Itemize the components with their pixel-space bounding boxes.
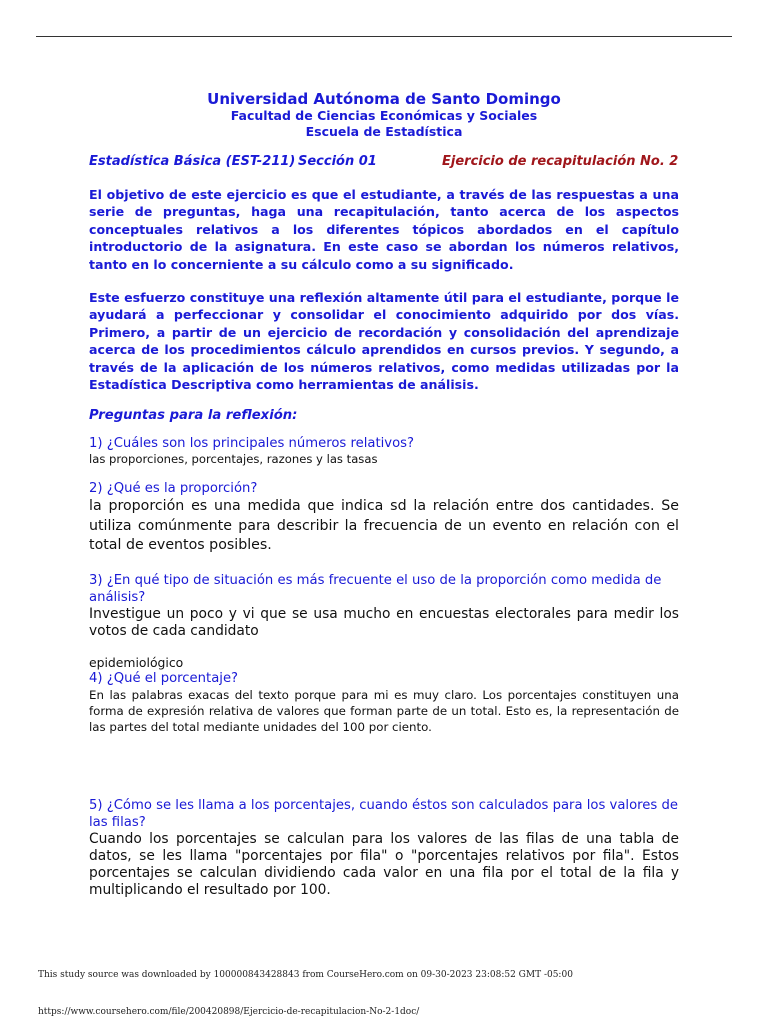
faculty-title: Facultad de Ciencias Económicas y Sociales (230, 108, 538, 123)
question-text: 5) ¿Cómo se les llama a los porcentajes, cuando éstos son calculados para los valores de las filas? (89, 797, 678, 830)
question-text: 1) ¿Cuáles son los principales números relativos? (89, 436, 415, 452)
question-text: 2) ¿Qué es la proporción? (89, 481, 258, 497)
university-title: Universidad Autónoma de Santo Domingo (207, 90, 561, 108)
answer-text: las proporciones, porcentajes, razones y las tasas (89, 452, 378, 467)
question-block-1 (89, 435, 679, 467)
document-page (89, 90, 679, 899)
question-block-2 (89, 480, 679, 555)
question-block-3 (89, 572, 679, 670)
answer-text: Investigue un poco y vi que se usa mucho en encuestas electorales para medir los votos de cada candidato (89, 605, 679, 639)
source-url[interactable]: https://www.coursehero.com/file/200420898/Ejercicio-de-recapitulacion-No-2-1doc/ (38, 1007, 420, 1017)
school-title: Escuela de Estadística (305, 124, 463, 139)
question-block-4 (89, 670, 679, 735)
answer-text: Cuando los porcentajes se calculan para los valores de las filas de una tabla de datos, se les llama "porcentajes por fila" o "porcentajes relativos por fila". Estos porcentajes se calculan dividiendo cada valor en una fila por el total de la fila y multiplicando el resultado por 100. (89, 830, 679, 898)
course-name: Estadística Básica (EST-211) (89, 154, 296, 169)
course-meta-row (89, 154, 679, 172)
answer-text: la proporción es una medida que indica sd la relación entre dos cantidades. Se utiliza comúnmente para describir la frecuencia de un evento en relación con el total de eventos posibles. (89, 498, 679, 554)
reflection-paragraph: Este esfuerzo constituye una reflexión altamente útil para el estudiante, porque le ayudará a perfeccionar y consolidar el conocimiento adquirido por dos vías. Primero, a partir de un ejercicio de recordación y consolidación del aprendizaje acerca de los procedimientos cálculo aprendidos en cursos previos. Y segundo, a través de la aplicación de los números relativos, como medidas utilizadas por la Estadística Descriptiva como herramientas de análisis. (89, 290, 679, 393)
answer-text: En las palabras exacas del texto porque para mi es muy claro. Los porcentajes constituyen una forma de expresión relativa de valores que forman parte de un total. Esto es, la representación de las partes del total mediante unidades del 100 por ciento. (89, 687, 679, 734)
exercise-label: Ejercicio de recapitulación No. 2 (442, 154, 679, 169)
answer-note: epidemiológico (89, 654, 184, 670)
section-label: Sección 01 (298, 154, 377, 169)
objective-paragraph: El objetivo de este ejercicio es que el estudiante, a través de las respuestas a una serie de preguntas, haga una recapitulación, tanto acerca de los aspectos conceptuales relativos a los diferentes tópicos abordados en el capítulo introductorio de la asignatura. En este caso se abordan los números relativos, tanto en lo concerniente a su cálculo como a su significado. (89, 187, 679, 272)
question-text: 4) ¿Qué el porcentaje? (89, 670, 239, 686)
question-text: 3) ¿En qué tipo de situación es más frecuente el uso de la proporción como medida de análisis? (89, 572, 662, 605)
question-block-5 (89, 797, 679, 899)
download-note: This study source was downloaded by 100000843428843 from CourseHero.com on 09-30-2023 23:08:52 GMT -05:00 (38, 970, 573, 980)
top-rule (36, 36, 732, 37)
questions-heading: Preguntas para la reflexión: (89, 408, 298, 424)
